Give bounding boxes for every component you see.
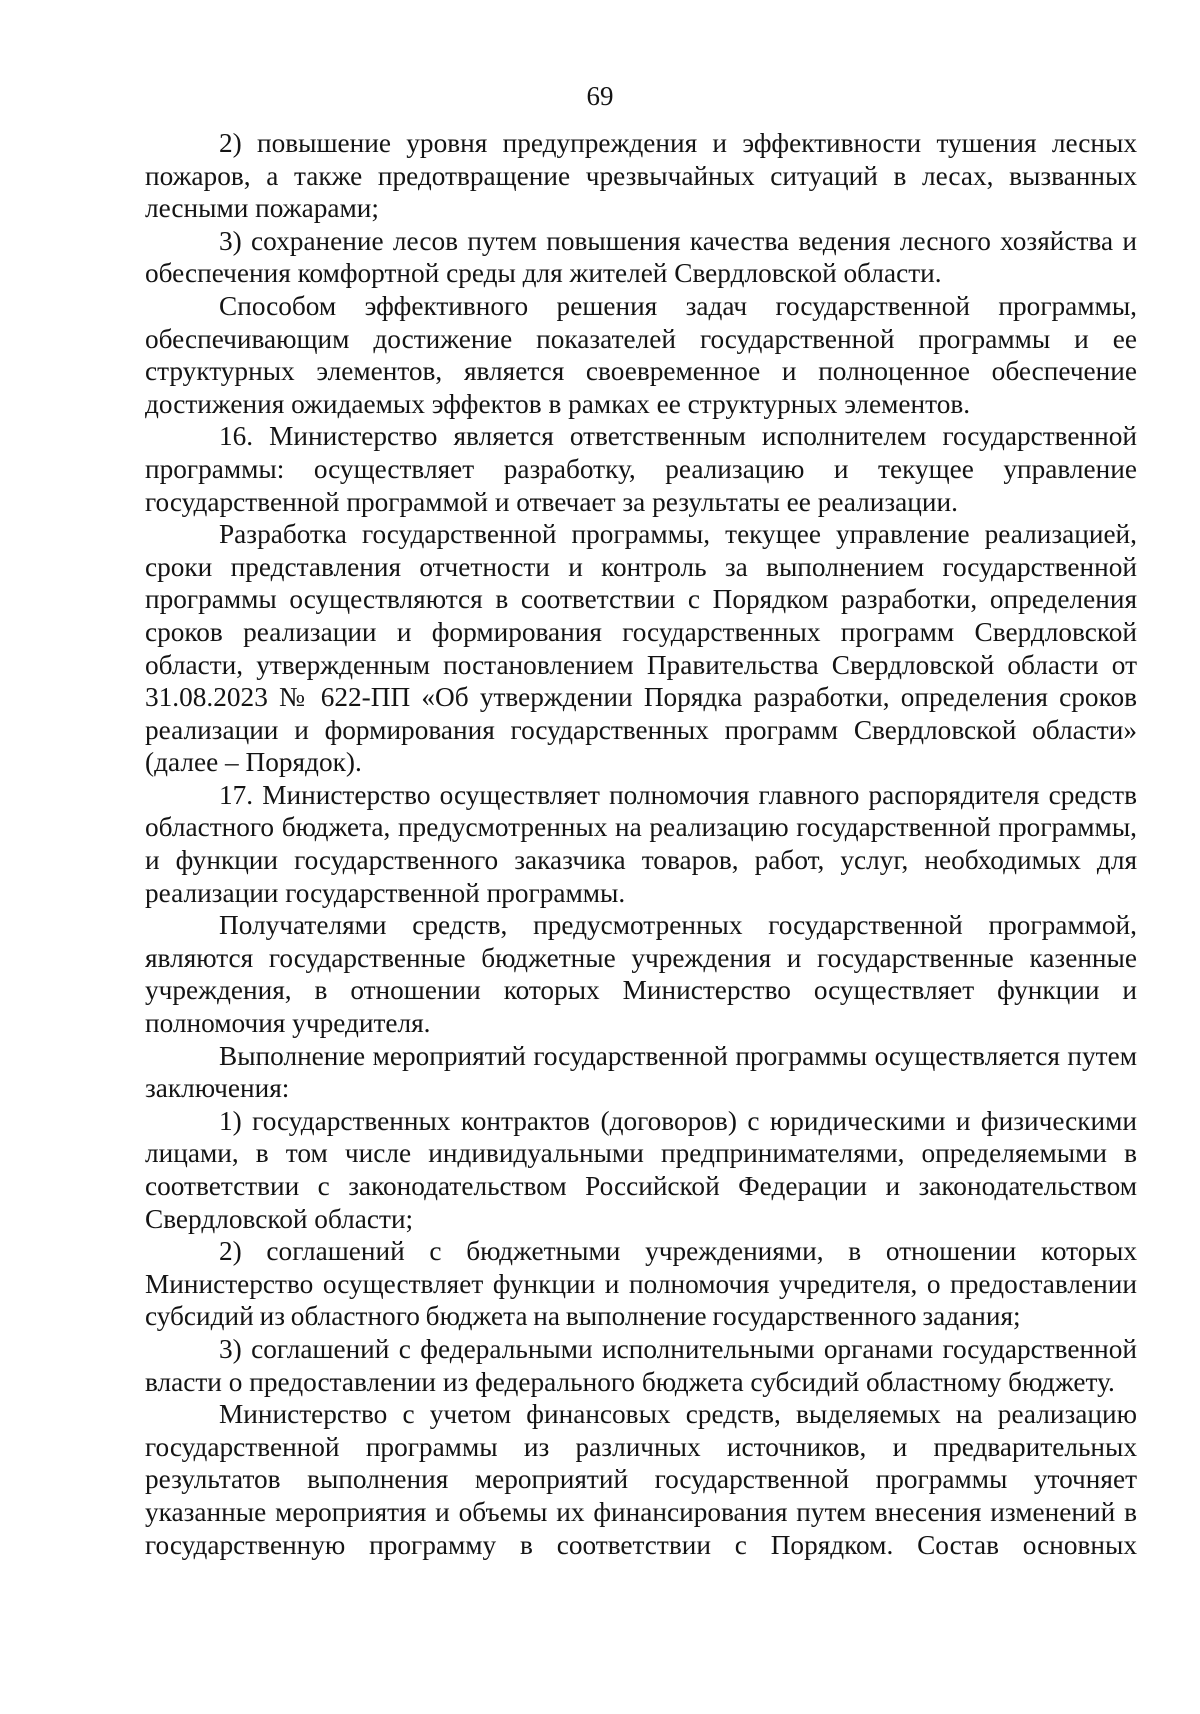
paragraph-section-16: 16. Министерство является ответственным исполнителем государственной программы: осуществляет разработку, реализацию и текущее управление государственной программой и отвечает за результаты ее реализации. bbox=[145, 421, 1137, 517]
paragraph-execution-contracts: Выполнение мероприятий государственной программы осуществляется путем заключения: bbox=[145, 1040, 1137, 1104]
paragraph-agreements-item-3: 3) соглашений с федеральными исполнительными органами государственной власти о предоставлении из федерального бюджета субсидий областному бюджету. bbox=[145, 1333, 1137, 1397]
paragraph-section-17: 17. Министерство осуществляет полномочия главного распорядителя средств областного бюджета, предусмотренных на реализацию государственной программы, и функции государственного заказчика товаров, работ, услуг, необходимых для реализации государственной программы. bbox=[145, 779, 1137, 908]
paragraph-agreements-item-2: 2) соглашений с бюджетными учреждениями, в отношении которых Министерство осуществляет функции и полномочия учредителя, о предоставлении субсидий из областного бюджета на выполнение государственного задания; bbox=[145, 1236, 1137, 1332]
paragraph-contracts-item-1: 1) государственных контрактов (договоров) с юридическими и физическими лицами, в том числе индивидуальными предпринимателями, определяемыми в соответствии с законодательством Российской Федерации и законодательством Свердловской области; bbox=[145, 1105, 1137, 1234]
paragraph-item-3-forest-preservation: 3) сохранение лесов путем повышения качества ведения лесного хозяйства и обеспечения комфортной среды для жителей Свердловской области. bbox=[145, 225, 1137, 289]
paragraph-item-2-fire-prevention: 2) повышение уровня предупреждения и эффективности тушения лесных пожаров, а также предотвращение чрезвычайных ситуаций в лесах, вызванных лесными пожарами; bbox=[145, 128, 1137, 224]
paragraph-fund-recipients: Получателями средств, предусмотренных государственной программой, являются государственные бюджетные учреждения и государственные казенные учреждения, в отношении которых Министерство осуществляет функции и полномочия учредителя. bbox=[145, 910, 1137, 1039]
document-body bbox=[145, 127, 1137, 1561]
paragraph-ministry-adjustments: Министерство с учетом финансовых средств, выделяемых на реализацию государственной программы из различных источников, и предварительных результатов выполнения мероприятий государственной программы уточняет указанные мероприятия и объемы их финансирования путем внесения изменений в государственную программу в соответствии с Порядком. Состав основных bbox=[145, 1399, 1137, 1560]
paragraph-program-development: Разработка государственной программы, текущее управление реализацией, сроки представления отчетности и контроль за выполнением государственной программы осуществляются в соответствии с Порядком разработки, определения сроков реализации и формирования государственных программ Свердловской области, утвержденным постановлением Правительства Свердловской области от 31.08.2023 № 622-ПП «Об утверждении Порядка разработки, определения сроков реализации и формирования государственных программ Свердловской области» (далее – Порядок). bbox=[145, 519, 1137, 778]
page-number: 69 bbox=[586, 81, 614, 111]
paragraph-solution-method: Способом эффективного решения задач государственной программы, обеспечивающим достижение показателей государственной программы и ее структурных элементов, является своевременное и полноценное обеспечение достижения ожидаемых эффектов в рамках ее структурных элементов. bbox=[145, 290, 1137, 419]
